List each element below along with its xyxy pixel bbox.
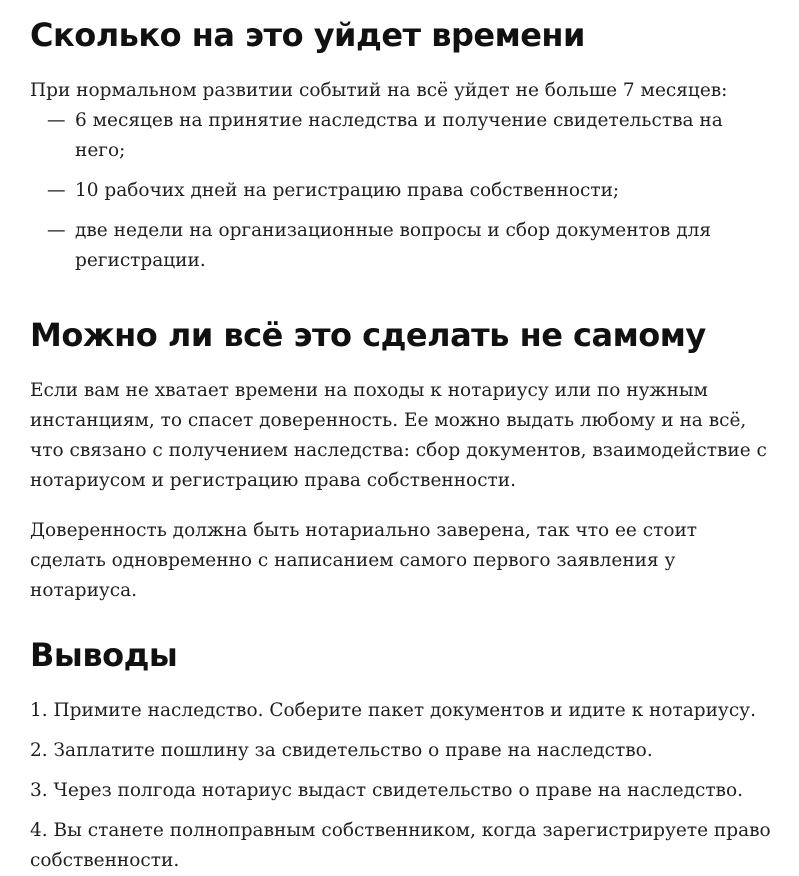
section-heading-time: Сколько на это уйдет времени [30,16,585,54]
section-proxy-paragraph-1: Если вам не хватает времени на походы к нотариусу или по нужным инстанциям, то спасет доверенность. Ее можно выдать любому и на всё, что связано с получением наследства: сбор документов, взаимодействие с нотариусом и регистрацию права собственности. [30,380,767,491]
dash-marker: — [47,180,66,201]
conclusion-item: 3. Через полгода нотариус выдаст свидетельство о праве на наследство. [30,780,743,801]
section-heading-conclusions: Выводы [30,636,178,674]
conclusion-item: 2. Заплатите пошлину за свидетельство о праве на наследство. [30,740,653,761]
conclusion-item: 1. Примите наследство. Соберите пакет документов и идите к нотариусу. [30,700,756,721]
dash-marker: — [47,220,66,241]
list-item-text: 6 месяцев на принятие наследства и получение свидетельства на него; [75,110,723,161]
list-item-text: 10 рабочих дней на регистрацию права собственности; [75,180,620,201]
conclusion-item: 4. Вы станете полноправным собственником, когда зарегистрируете право собственности. [30,820,771,871]
dash-marker: — [47,110,66,131]
list-item-text: две недели на организационные вопросы и сбор документов для регистрации. [75,220,712,271]
time-dash-list [30,106,775,276]
list-item [30,106,775,166]
section-proxy-paragraph-2: Доверенность должна быть нотариально заверена, так что ее стоит сделать одновременно с написанием самого первого заявления у нотариуса. [30,520,698,601]
list-item [30,216,735,276]
section-heading-proxy: Можно ли всё это сделать не самому [30,316,706,354]
section-time-intro: При нормальном развитии событий на всё уйдет не больше 7 месяцев: [30,80,728,101]
list-item [30,176,775,206]
